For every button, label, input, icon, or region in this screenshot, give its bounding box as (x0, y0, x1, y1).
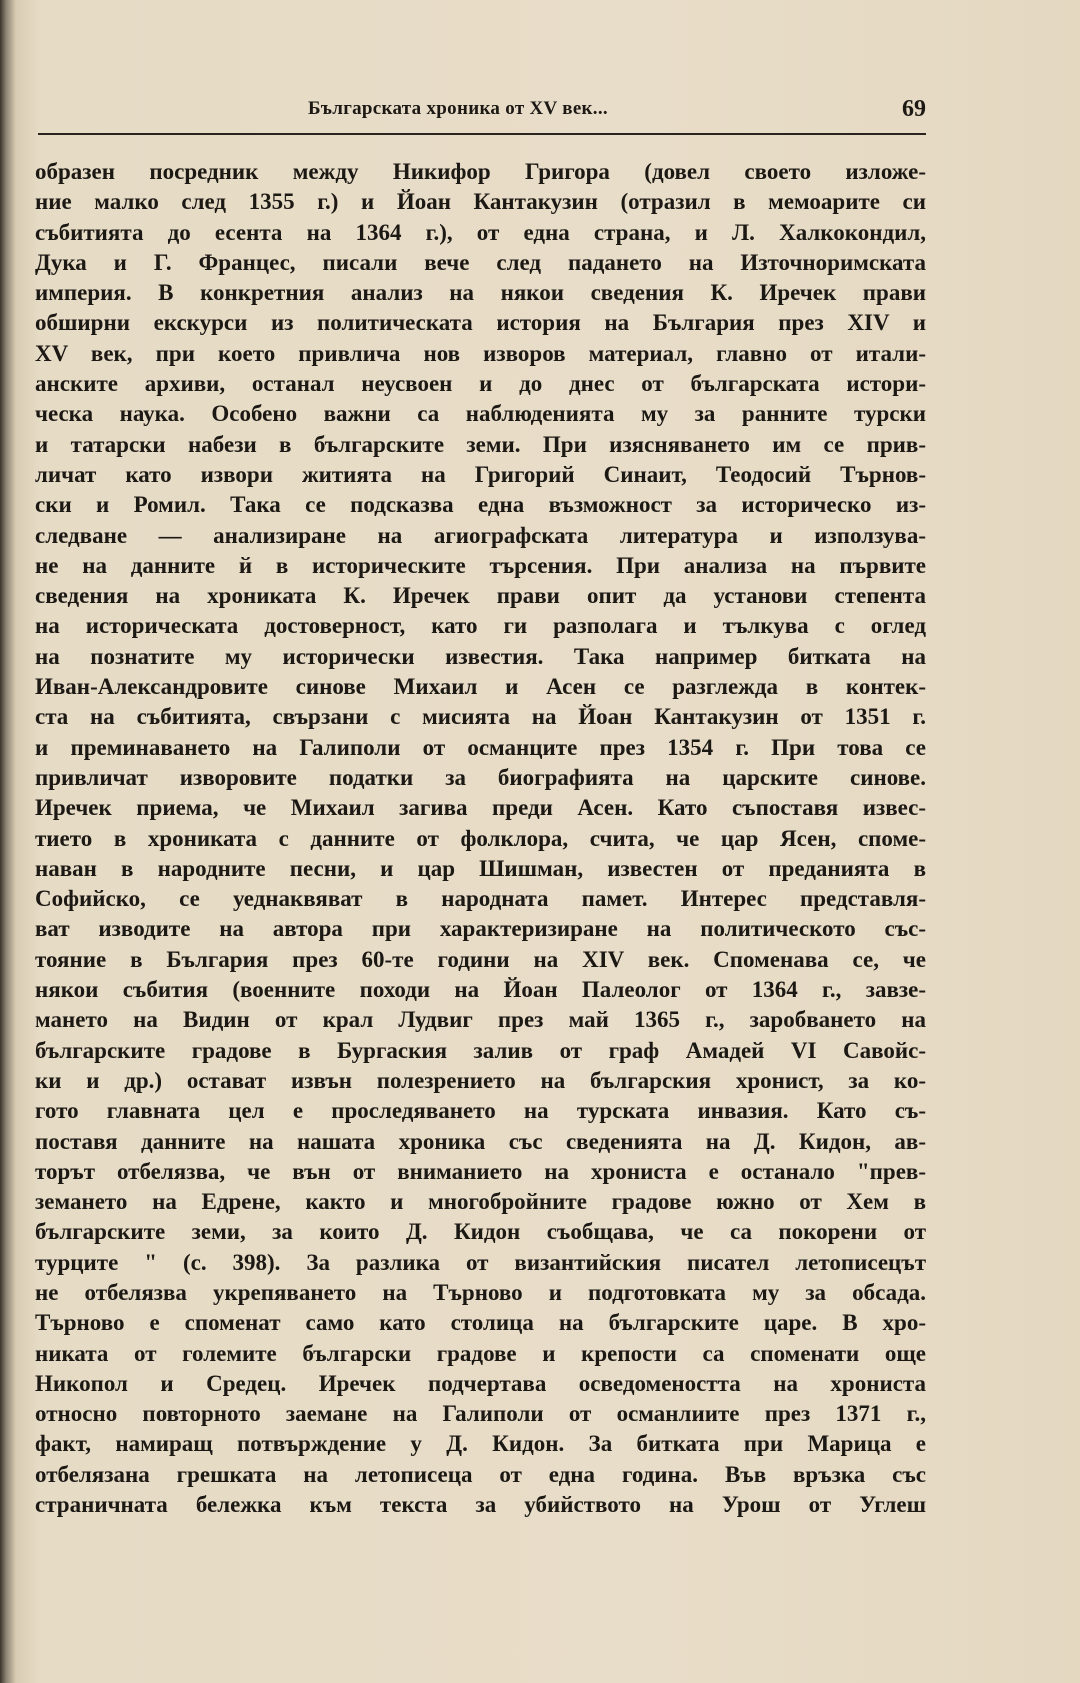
text-line: ста на събитията, свързани с мисията на Йоан Кантакузин от 1351 г. (35, 704, 926, 730)
text-line: Дука и Г. Францес, писали вече след падането на Източноримската (35, 249, 926, 275)
running-title: Българската хроника от XV век... (308, 98, 608, 119)
text-line: тието в хрониката с данните от фолклора, счита, че цар Ясен, споме- (35, 825, 926, 851)
text-line: не отбелязва укрепяването на Търново и подготовката му за обсада. (35, 1279, 926, 1305)
text-line: отбелязана грешката на летописеца от една година. Във връзка със (35, 1461, 926, 1487)
page-header (38, 96, 926, 132)
text-line: анските архиви, останал неусвоен и до днес от българската истори- (35, 371, 926, 397)
text-line: Иван-Александровите синове Михаил и Асен се разглежда в контек- (35, 674, 926, 700)
text-line: XV век, при което привлича нов изворов материал, главно от итали- (35, 340, 926, 366)
text-line: не на данните й в историческите търсения. При анализа на първите (35, 552, 926, 578)
text-line: Иречек приема, че Михаил загива преди Асен. Като съпоставя извес- (35, 795, 926, 821)
text-line: сведения на хрониката К. Иречек прави опит да установи степента (35, 583, 926, 609)
text-line: земането на Едрене, както и многобройните градове южно от Хем в (35, 1189, 926, 1215)
text-line: империя. В конкретния анализ на някои сведения К. Иречек прави (35, 280, 926, 306)
text-line: българските земи, за които Д. Кидон съобщава, че са покорени от (35, 1219, 926, 1245)
text-line: поставя данните на нашата хроника със сведенията на Д. Кидон, ав- (35, 1128, 926, 1154)
text-line: привличат изворовите податки за биографията на царските синове. (35, 764, 926, 790)
text-line: ки и др.) остават извън полезрението на българския хронист, за ко- (35, 1067, 926, 1093)
text-line: гото главната цел е проследяването на турската инвазия. Като съ- (35, 1098, 926, 1124)
text-line: ват изводите на автора при характеризиране на политическото със- (35, 916, 926, 942)
text-line: и преминаването на Галиполи от османците през 1354 г. При това се (35, 734, 926, 760)
text-line: образен посредник между Никифор Григора (довел своето изложе- (35, 159, 926, 184)
text-line: на историческата достоверност, като ги разполага и тълкува с оглед (35, 613, 926, 639)
text-line: събитията до есента на 1364 г.), от една страна, и Л. Халкокондил, (35, 219, 926, 245)
text-line: българските градове в Бургаския залив от граф Амадей VI Савойс- (35, 1037, 926, 1063)
text-line: следване — анализиране на агиографската литература и използува- (35, 522, 926, 548)
text-line: ние малко след 1355 г.) и Йоан Кантакузин (отразил в мемоарите си (35, 189, 926, 215)
text-line: Никопол и Средец. Иречек подчертава осведомеността на хрониста (35, 1370, 926, 1396)
text-line: относно повторното заемане на Галиполи от османлиите през 1371 г., (35, 1401, 926, 1427)
text-line: обширни екскурси из политическата история на България през XIV и (35, 310, 926, 336)
text-line: никата от големите български градове и крепости са споменати още (35, 1340, 926, 1366)
text-line: страничната бележка към текста за убийството на Урош от Углеш (35, 1492, 926, 1518)
header-rule (38, 133, 926, 135)
text-line: ческа наука. Особено важни са наблюденията му за ранните турски (35, 401, 926, 427)
text-line: торът отбелязва, че вън от вниманието на хрониста е останало "прев- (35, 1158, 926, 1184)
text-line: ски и Ромил. Така се подсказва една възможност за историческо из- (35, 492, 926, 518)
text-line: на познатите му исторически известия. Така например битката на (35, 643, 926, 669)
text-line: някои събития (военните походи на Йоан Палеолог от 1364 г., завзе- (35, 977, 926, 1003)
text-line: Търново е споменат само като столица на българските царе. В хро- (35, 1310, 926, 1336)
text-line: Софийско, се уеднаквяват в народната памет. Интерес представля- (35, 886, 926, 912)
text-line: и татарски набези в българските земи. При изясняването им се прив- (35, 431, 926, 457)
text-line: тояние в България през 60-те години на XIV век. Споменава се, че (35, 946, 926, 972)
text-line: наван в народните песни, и цар Шишман, известен от преданията в (35, 855, 926, 881)
text-line: личат като извори житията на Григорий Синаит, Теодосий Търнов- (35, 461, 926, 487)
text-line: турците " (с. 398). За разлика от византийския писател летописецът (35, 1249, 926, 1275)
body-text (35, 157, 926, 1520)
page-number: 69 (902, 96, 926, 122)
text-line: факт, намиращ потвърждение у Д. Кидон. За битката при Марица е (35, 1431, 926, 1457)
text-line: мането на Видин от крал Лудвиг през май 1365 г., заробването на (35, 1007, 926, 1033)
